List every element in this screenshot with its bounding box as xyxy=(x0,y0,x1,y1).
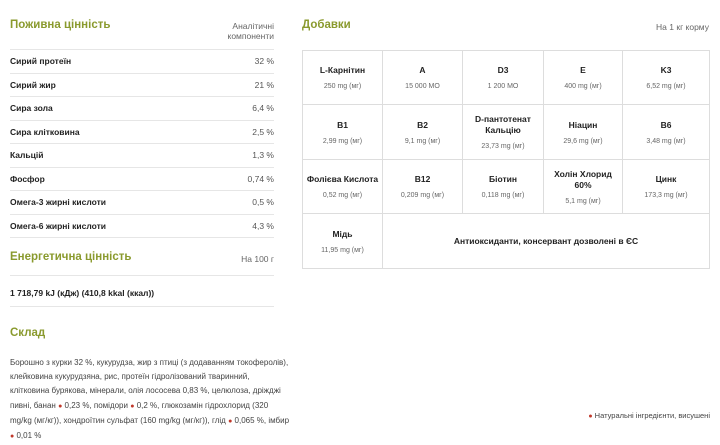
composition-title: Склад xyxy=(10,327,46,339)
additive-value: 9,1 mg (мг) xyxy=(404,137,441,145)
additive-cell-wide xyxy=(383,214,710,269)
additive-value: 6,52 mg (мг) xyxy=(646,83,686,90)
additive-cell xyxy=(383,160,463,214)
row-value: 6,4 % xyxy=(252,103,274,114)
row-value: 4,3 % xyxy=(252,220,274,231)
additive-cell xyxy=(383,51,463,105)
composition-text xyxy=(10,356,290,444)
divider xyxy=(10,275,274,276)
natural-ingredient-dot-icon: ● xyxy=(10,433,15,441)
additive-name: B6 xyxy=(660,119,672,130)
row-label: Сира клітковина xyxy=(10,126,80,137)
additive-name: D-пантотенат Кальцію xyxy=(475,114,531,135)
additive-cell xyxy=(623,51,710,105)
energy-title: Енергетична цінність xyxy=(10,251,132,263)
additive-cell xyxy=(544,160,623,214)
row-label: Омега-6 жирні кислоти xyxy=(10,220,106,231)
composition-part: 0,2 %, глюкозамін гідрохлорид (320 mg/kg (мг/кг)), хондроїтин сульфат (160 mg/kg (мг/кг)), глід xyxy=(10,400,269,425)
additive-cell xyxy=(303,160,383,214)
row-value: 32 % xyxy=(254,56,274,67)
additives-subtitle: На 1 кг корму xyxy=(656,22,709,32)
additive-value: 173,3 mg (мг) xyxy=(644,192,688,199)
nutrition-title: Поживна цінність xyxy=(10,19,111,31)
natural-ingredient-dot-icon: ● xyxy=(58,402,63,410)
additive-name: E xyxy=(580,65,586,75)
row-label: Фосфор xyxy=(10,173,45,184)
composition-part: 0,23 %, помідори xyxy=(64,400,128,410)
additive-name: Ніацин xyxy=(568,119,598,130)
row-value: 2,5 % xyxy=(252,126,274,137)
additive-cell xyxy=(303,214,383,269)
additive-name: K3 xyxy=(660,65,672,75)
additive-value: 3,48 mg (мг) xyxy=(646,137,686,145)
composition-part: 0,01 % xyxy=(16,431,42,441)
footnote-text: Натуральні інгредієнти, висушені xyxy=(594,411,710,420)
additive-value: 0,118 mg (мг) xyxy=(481,192,525,199)
nutrition-subtitle: Аналітичні компоненти xyxy=(227,21,274,41)
additive-name: B2 xyxy=(417,119,428,130)
additive-value: 11,95 mg (мг) xyxy=(321,246,364,254)
row-label: Сирий жир xyxy=(10,79,56,90)
additive-name: Холін Хлорид 60% xyxy=(554,168,612,190)
row-value: 1,3 % xyxy=(252,150,274,161)
row-label: Омега-3 жирні кислоти xyxy=(10,197,106,208)
row-value: 0,74 % xyxy=(247,173,274,184)
additive-value: 23,73 mg (мг) xyxy=(481,143,525,150)
additive-cell xyxy=(544,51,623,105)
table-row xyxy=(10,121,274,145)
table-row xyxy=(10,97,274,121)
additive-value: 400 mg (мг) xyxy=(564,83,602,90)
energy-subtitle: На 100 г xyxy=(241,254,274,264)
table-row xyxy=(10,50,274,74)
additive-cell xyxy=(544,105,623,160)
additive-cell xyxy=(463,51,544,105)
additive-cell xyxy=(303,51,383,105)
additive-cell xyxy=(463,160,544,214)
footnote xyxy=(588,411,710,420)
divider xyxy=(10,306,274,307)
additive-cell xyxy=(463,105,544,160)
additives-title: Добавки xyxy=(302,19,351,31)
natural-ingredient-dot-icon: ● xyxy=(228,417,233,425)
row-label: Сирий протеїн xyxy=(10,56,72,67)
additive-cell xyxy=(623,105,710,160)
additive-value: 5,1 mg (мг) xyxy=(565,197,601,205)
energy-value: 1 718,79 kJ (кДж) (410,8 kkal (ккал)) xyxy=(10,288,155,298)
table-row xyxy=(10,144,274,168)
table-row xyxy=(10,74,274,98)
additive-value: 15 000 МО xyxy=(405,83,440,90)
additive-name: Біотин xyxy=(489,174,517,184)
table-row xyxy=(10,191,274,215)
row-label: Кальцій xyxy=(10,150,44,161)
table-row xyxy=(10,168,274,192)
antioxidants-note: Антиоксиданти, консервант дозволені в ЄС xyxy=(453,236,639,246)
composition-part: 0,065 %, імбир xyxy=(234,415,290,425)
additive-cell xyxy=(303,105,383,160)
additive-name: L-Карнітин xyxy=(319,65,366,75)
additive-cell xyxy=(623,160,710,214)
additive-name: Фолієва Кислота xyxy=(306,174,379,184)
row-label: Сира зола xyxy=(10,103,53,114)
additive-value: 1 200 МО xyxy=(487,83,519,90)
natural-ingredient-dot-icon: ● xyxy=(588,413,593,420)
additive-value: 0,209 mg (мг) xyxy=(400,192,445,199)
additives-grid xyxy=(302,50,710,269)
additive-value: 2,99 mg (мг) xyxy=(322,137,363,145)
additive-cell xyxy=(383,105,463,160)
additive-name: B12 xyxy=(414,174,431,184)
additive-value: 0,52 mg (мг) xyxy=(322,192,363,199)
additive-value: 250 mg (мг) xyxy=(323,83,362,90)
natural-ingredient-dot-icon: ● xyxy=(130,402,135,410)
composition-part: Борошно з курки 32 %, кукурудза, жир з птиці (з додаванням токоферолів), клейковина кукурудзяна, рис, протеїн гідролізований тваринний, клітковина бурякова, мінерали, олія лососева 0,83 %, целюлоза, дріжджі пивні, банан xyxy=(10,358,289,410)
row-value: 21 % xyxy=(254,79,274,90)
additive-name: Мідь xyxy=(332,228,353,239)
additive-value: 29,6 mg (мг) xyxy=(563,137,603,145)
nutrition-table xyxy=(10,50,274,238)
row-value: 0,5 % xyxy=(252,197,274,208)
additive-name: B1 xyxy=(337,119,348,130)
additive-name: A xyxy=(419,65,426,75)
additive-name: D3 xyxy=(497,65,509,75)
additive-name: Цинк xyxy=(655,174,677,184)
table-row xyxy=(10,215,274,239)
